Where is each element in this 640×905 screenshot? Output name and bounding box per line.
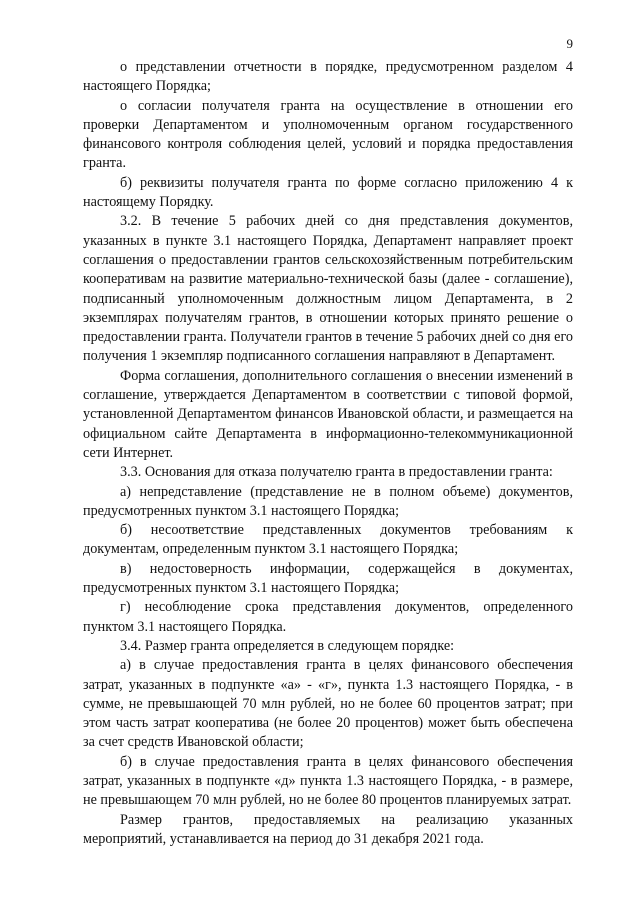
paragraph-inspection-consent: о согласии получателя гранта на осуществление в отношении его проверки Департаментом и уполномоченным органом государственного финансового контроля соблюдения целей, условий и порядка предоставления гранта. [83, 97, 573, 172]
paragraph-reporting-consent: о представлении отчетности в порядке, предусмотренном разделом 4 настоящего Порядка; [83, 59, 573, 95]
paragraph-grant-period: Размер грантов, предоставляемых на реализацию указанных мероприятий, устанавливается на период до 31 декабря 2021 года. [83, 811, 573, 847]
paragraph-3-3-v: в) недостоверность информации, содержащейся в документах, предусмотренных пунктом 3.1 настоящего Порядка; [83, 560, 573, 597]
paragraph-3-2: 3.2. В течение 5 рабочих дней со дня представления документов, указанных в пункте 3.1 настоящего Порядка, Департамент направляет проект соглашения о предоставлении грантов сельскохозяйственным потребительским кооперативам на развитие материально-технической базы (далее - соглашение), подписанный уполномоченным должностным лицом Департамента, в 2 экземплярах получателям грантов, в отношении которых принято решение о предоставлении гранта. Получатели грантов в течение 5 рабочих дней со дня его получения 1 экземпляр подписанного соглашения направляют в Департамент. [83, 213, 573, 365]
paragraph-3-4-a: а) в случае предоставления гранта в целях финансового обеспечения затрат, указанных в подпункте «а» - «г», пункта 1.3 настоящего Порядка, - в сумме, не превышающей 70 млн рублей, но не более 60 процентов затрат; при этом часть затрат кооператива (не более 20 процентов) может быть обеспечена за счет средств Ивановской области; [83, 657, 573, 751]
page-number: 9 [566, 36, 573, 51]
paragraph-agreement-form: Форма соглашения, дополнительного соглашения о внесении изменений в соглашение, утверждается Департаментом в соответствии с типовой формой, установленной Департаментом финансов Ивановской области, и размещается на официальном сайте Департамента в информационно-телекоммуникационной сети Интернет. [83, 367, 573, 461]
paragraph-3-3-a: а) непредставление (представление не в полном объеме) документов, предусмотренных пунктом 3.1 настоящего Порядка; [83, 483, 573, 519]
paragraph-3-3: 3.3. Основания для отказа получателю гранта в предоставлении гранта: [120, 464, 553, 481]
paragraph-3-3-b: б) несоответствие представленных документов требованиям к документам, определенным пунктом 3.1 настоящего Порядка; [83, 522, 573, 558]
paragraph-3-3-g: г) несоблюдение срока представления документов, определенного пунктом 3.1 настоящего Порядка. [83, 599, 573, 635]
document-body [83, 58, 573, 849]
paragraph-3-4-b: б) в случае предоставления гранта в целях финансового обеспечения затрат, указанных в подпункте «д» пункта 1.3 настоящего Порядка, - в размере, не превышающем 70 млн рублей, но не более 80 процентов планируемых затрат. [83, 753, 573, 809]
paragraph-3-4: 3.4. Размер гранта определяется в следующем порядке: [120, 637, 455, 654]
paragraph-bank-details: б) реквизиты получателя гранта по форме согласно приложению 4 к настоящему Порядку. [83, 174, 573, 211]
